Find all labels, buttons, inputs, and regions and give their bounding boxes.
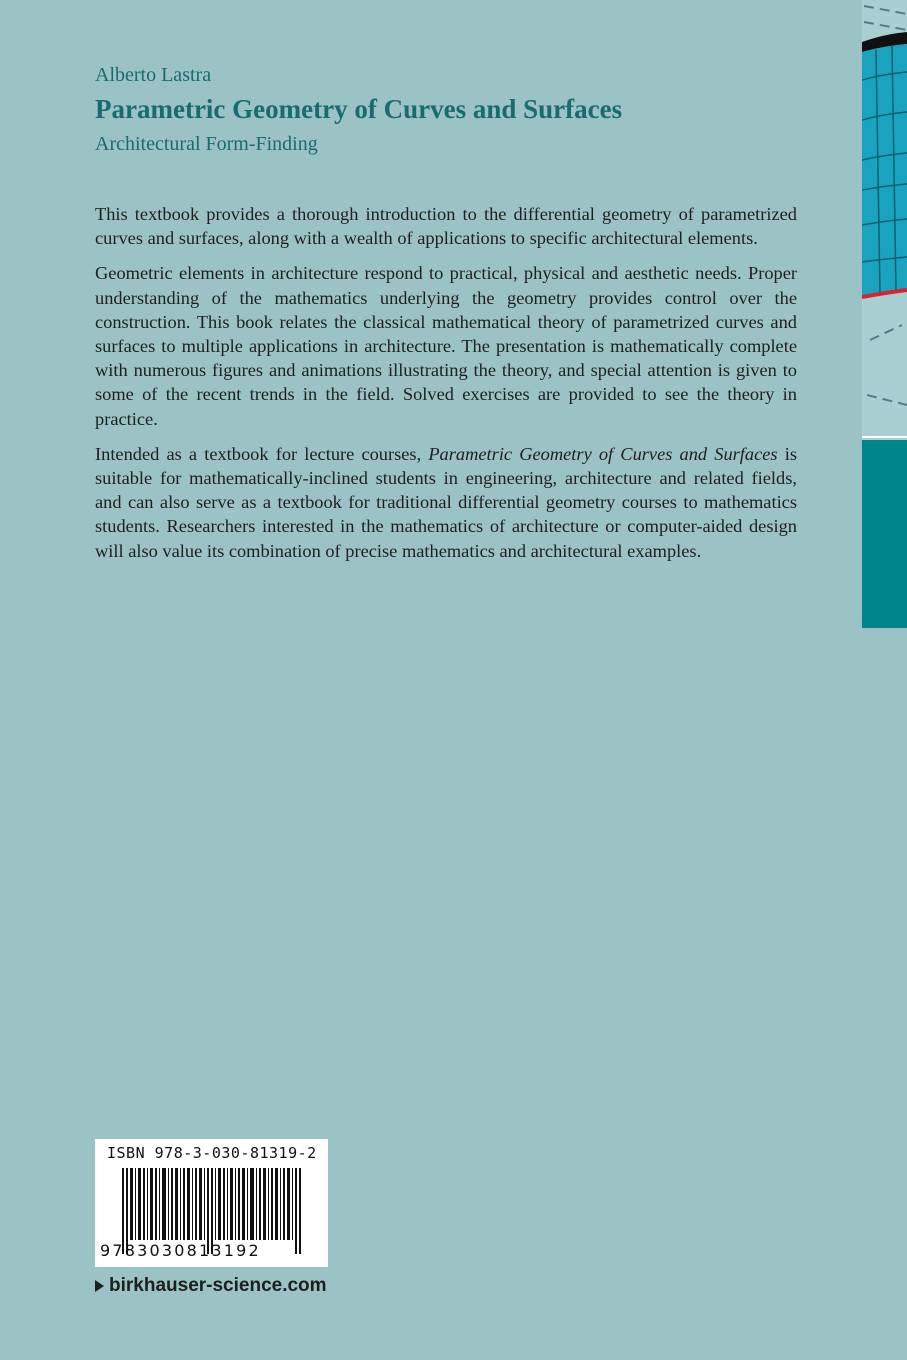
header-block	[95, 62, 815, 160]
paragraph-3-prefix: Intended as a textbook for lecture courses,	[95, 443, 429, 464]
book-subtitle: Architectural Form-Finding	[95, 133, 318, 155]
publisher-url: birkhauser-science.com	[109, 1275, 327, 1296]
description-paragraph-2: Geometric elements in architecture respond to practical, physical and aesthetic needs. Proper understanding of the mathematics underlying the geometry provides control over the construction. This book relates the classical mathematical theory of parametrized curves and surfaces to multiple applications in architecture. The presentation is mathematically complete with numerous figures and animations illustrating the theory, and special attention is given to some of the recent trends in the field. Solved exercises are provided to see the theory in practice.	[95, 263, 797, 429]
isbn-label: ISBN 978-3-030-81319-2	[107, 1144, 317, 1162]
description-paragraph-1: This textbook provides a thorough introduction to the differential geometry of parametrized curves and surfaces, along with a wealth of applications to specific architectural elements.	[95, 204, 797, 249]
publisher-website	[95, 1275, 327, 1297]
paragraph-3-suffix: is suitable for mathematically-inclined students in engineering, architecture and related fields, and can also serve as a textbook for traditional differential geometry courses to mathematics students. Researchers interested in the mathematics of architecture or computer-aided design will also value its combination of precise mathematics and architectural examples.	[95, 443, 797, 561]
description-paragraph-3	[95, 442, 797, 563]
description-block	[95, 202, 797, 574]
cover-edge-artwork	[862, 0, 907, 628]
paragraph-3-italic-title: Parametric Geometry of Curves and Surfaces	[428, 443, 778, 464]
author-name: Alberto Lastra	[95, 64, 212, 86]
arrow-right-icon	[95, 1280, 104, 1292]
isbn-barcode	[95, 1139, 328, 1267]
book-title: Parametric Geometry of Curves and Surfaces	[95, 94, 623, 124]
isbn-digits: 9783030813192	[100, 1241, 261, 1260]
